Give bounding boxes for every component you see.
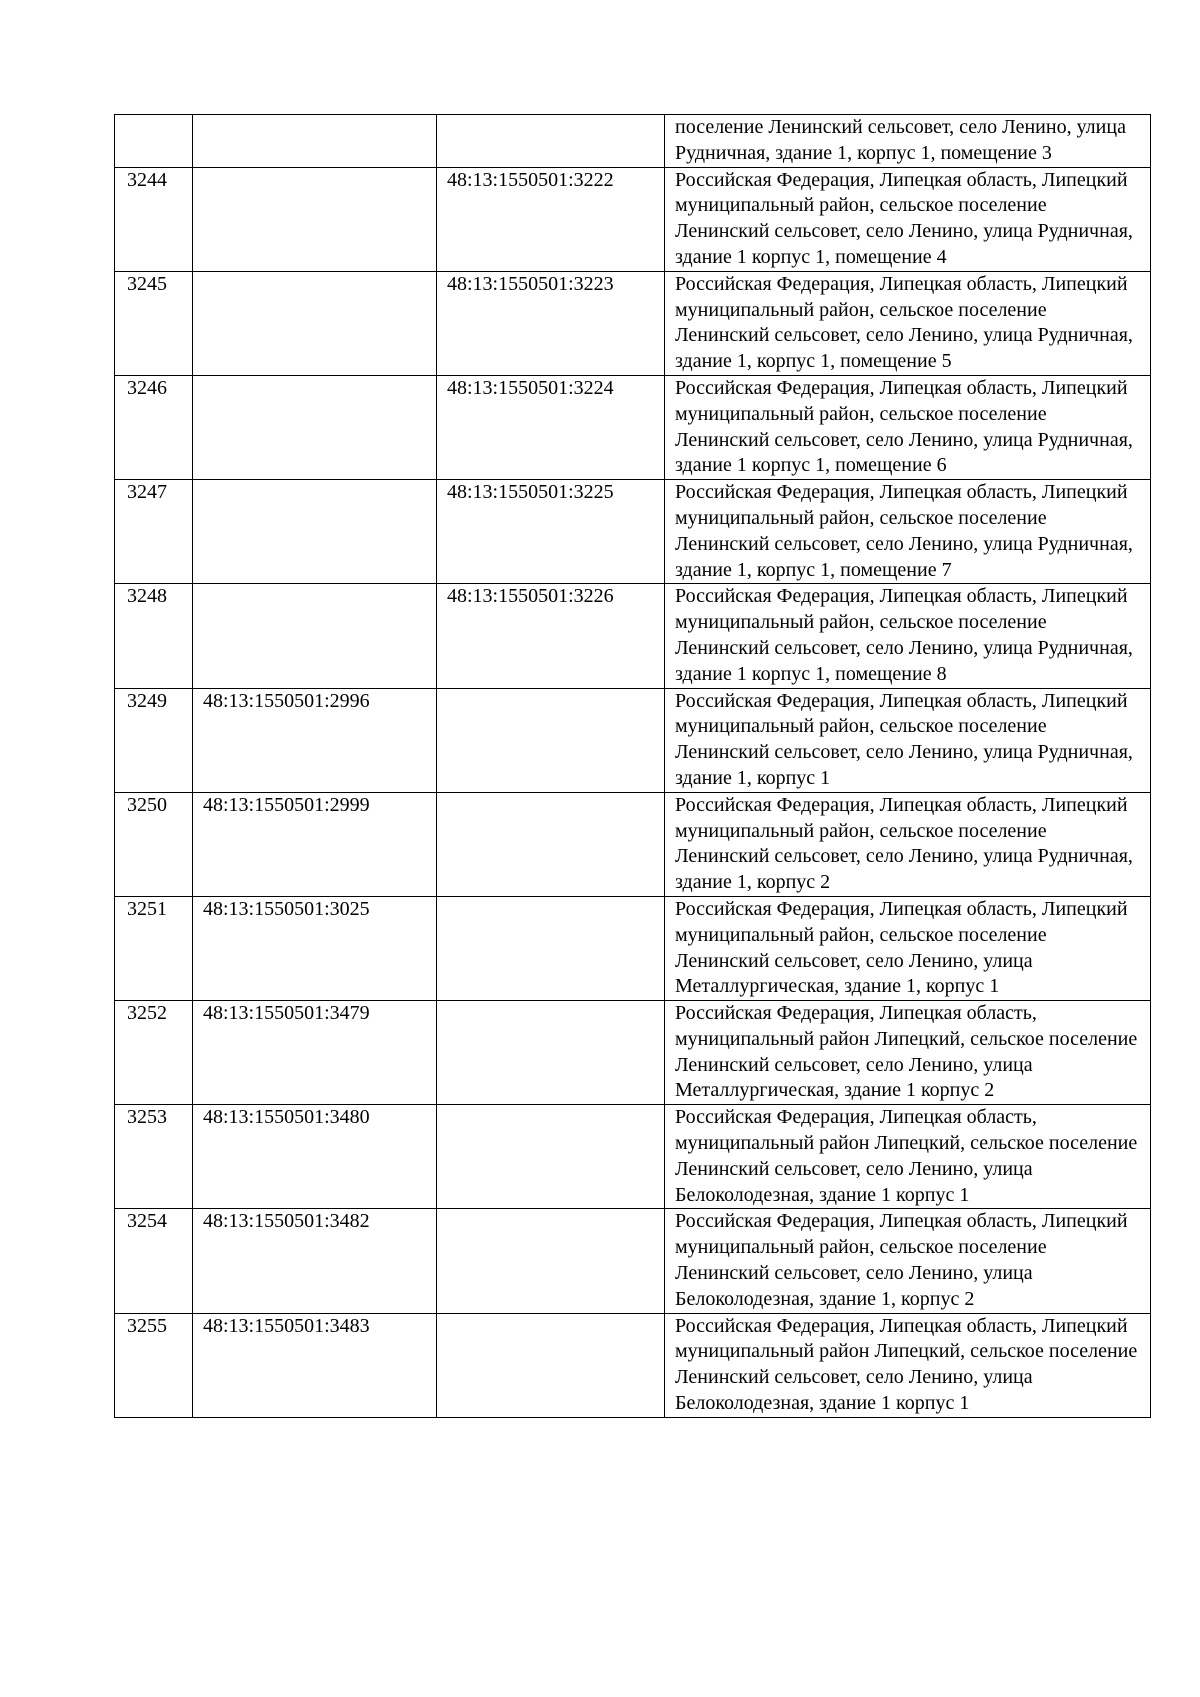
room-cadastral-number: 48:13:1550501:3222	[437, 167, 665, 271]
table-row	[115, 1105, 1151, 1209]
address-table	[114, 114, 1151, 1418]
row-number: 3250	[115, 792, 193, 896]
address-cell: Российская Федерация, Липецкая область, Липецкий муниципальный район, сельское поселение Ленинский сельсовет, село Ленино, улица Рудничная, здание 1 корпус 1, помещение 8	[665, 584, 1151, 688]
building-cadastral-number	[193, 115, 437, 168]
building-cadastral-number: 48:13:1550501:2996	[193, 688, 437, 792]
table-row	[115, 167, 1151, 271]
row-number	[115, 115, 193, 168]
address-cell: Российская Федерация, Липецкая область, муниципальный район Липецкий, сельское поселение Ленинский сельсовет, село Ленино, улица Металлургическая, здание 1 корпус 2	[665, 1001, 1151, 1105]
address-cell: Российская Федерация, Липецкая область, Липецкий муниципальный район, сельское поселение Ленинский сельсовет, село Ленино, улица Рудничная, здание 1, корпус 1, помещение 7	[665, 480, 1151, 584]
address-cell: Российская Федерация, Липецкая область, Липецкий муниципальный район, сельское поселение Ленинский сельсовет, село Ленино, улица Рудничная, здание 1, корпус 1, помещение 5	[665, 271, 1151, 375]
table-row	[115, 271, 1151, 375]
table-row	[115, 115, 1151, 168]
table-row	[115, 1001, 1151, 1105]
address-cell: Российская Федерация, Липецкая область, Липецкий муниципальный район, сельское поселение Ленинский сельсовет, село Ленино, улица Металлургическая, здание 1, корпус 1	[665, 896, 1151, 1000]
building-cadastral-number	[193, 375, 437, 479]
building-cadastral-number	[193, 480, 437, 584]
building-cadastral-number: 48:13:1550501:3480	[193, 1105, 437, 1209]
building-cadastral-number: 48:13:1550501:2999	[193, 792, 437, 896]
table-row	[115, 792, 1151, 896]
building-cadastral-number	[193, 271, 437, 375]
address-cell: Российская Федерация, Липецкая область, Липецкий муниципальный район, сельское поселение Ленинский сельсовет, село Ленино, улица Рудничная, здание 1 корпус 1, помещение 4	[665, 167, 1151, 271]
table-row	[115, 480, 1151, 584]
room-cadastral-number: 48:13:1550501:3225	[437, 480, 665, 584]
address-cell: Российская Федерация, Липецкая область, муниципальный район Липецкий, сельское поселение Ленинский сельсовет, село Ленино, улица Белоколодезная, здание 1 корпус 1	[665, 1105, 1151, 1209]
room-cadastral-number	[437, 115, 665, 168]
building-cadastral-number: 48:13:1550501:3483	[193, 1313, 437, 1417]
table-row	[115, 896, 1151, 1000]
row-number: 3254	[115, 1209, 193, 1313]
room-cadastral-number	[437, 1105, 665, 1209]
address-table-body	[115, 115, 1151, 1418]
row-number: 3245	[115, 271, 193, 375]
room-cadastral-number	[437, 896, 665, 1000]
row-number: 3252	[115, 1001, 193, 1105]
table-row	[115, 375, 1151, 479]
row-number: 3248	[115, 584, 193, 688]
building-cadastral-number: 48:13:1550501:3479	[193, 1001, 437, 1105]
room-cadastral-number	[437, 1209, 665, 1313]
building-cadastral-number	[193, 584, 437, 688]
room-cadastral-number	[437, 792, 665, 896]
room-cadastral-number: 48:13:1550501:3223	[437, 271, 665, 375]
building-cadastral-number: 48:13:1550501:3482	[193, 1209, 437, 1313]
address-cell: Российская Федерация, Липецкая область, Липецкий муниципальный район, сельское поселение Ленинский сельсовет, село Ленино, улица Рудничная, здание 1, корпус 2	[665, 792, 1151, 896]
building-cadastral-number: 48:13:1550501:3025	[193, 896, 437, 1000]
address-cell: Российская Федерация, Липецкая область, Липецкий муниципальный район, сельское поселение Ленинский сельсовет, село Ленино, улица Рудничная, здание 1, корпус 1	[665, 688, 1151, 792]
row-number: 3244	[115, 167, 193, 271]
table-row	[115, 584, 1151, 688]
room-cadastral-number	[437, 688, 665, 792]
building-cadastral-number	[193, 167, 437, 271]
room-cadastral-number: 48:13:1550501:3226	[437, 584, 665, 688]
address-cell: Российская Федерация, Липецкая область, Липецкий муниципальный район, сельское поселение Ленинский сельсовет, село Ленино, улица Рудничная, здание 1 корпус 1, помещение 6	[665, 375, 1151, 479]
room-cadastral-number: 48:13:1550501:3224	[437, 375, 665, 479]
row-number: 3255	[115, 1313, 193, 1417]
row-number: 3253	[115, 1105, 193, 1209]
table-row	[115, 1313, 1151, 1417]
table-row	[115, 688, 1151, 792]
address-cell: поселение Ленинский сельсовет, село Ленино, улица Рудничная, здание 1, корпус 1, помещение 3	[665, 115, 1151, 168]
row-number: 3249	[115, 688, 193, 792]
room-cadastral-number	[437, 1001, 665, 1105]
row-number: 3251	[115, 896, 193, 1000]
row-number: 3246	[115, 375, 193, 479]
address-cell: Российская Федерация, Липецкая область, Липецкий муниципальный район Липецкий, сельское поселение Ленинский сельсовет, село Ленино, улица Белоколодезная, здание 1 корпус 1	[665, 1313, 1151, 1417]
room-cadastral-number	[437, 1313, 665, 1417]
address-cell: Российская Федерация, Липецкая область, Липецкий муниципальный район, сельское поселение Ленинский сельсовет, село Ленино, улица Белоколодезная, здание 1, корпус 2	[665, 1209, 1151, 1313]
table-row	[115, 1209, 1151, 1313]
row-number: 3247	[115, 480, 193, 584]
